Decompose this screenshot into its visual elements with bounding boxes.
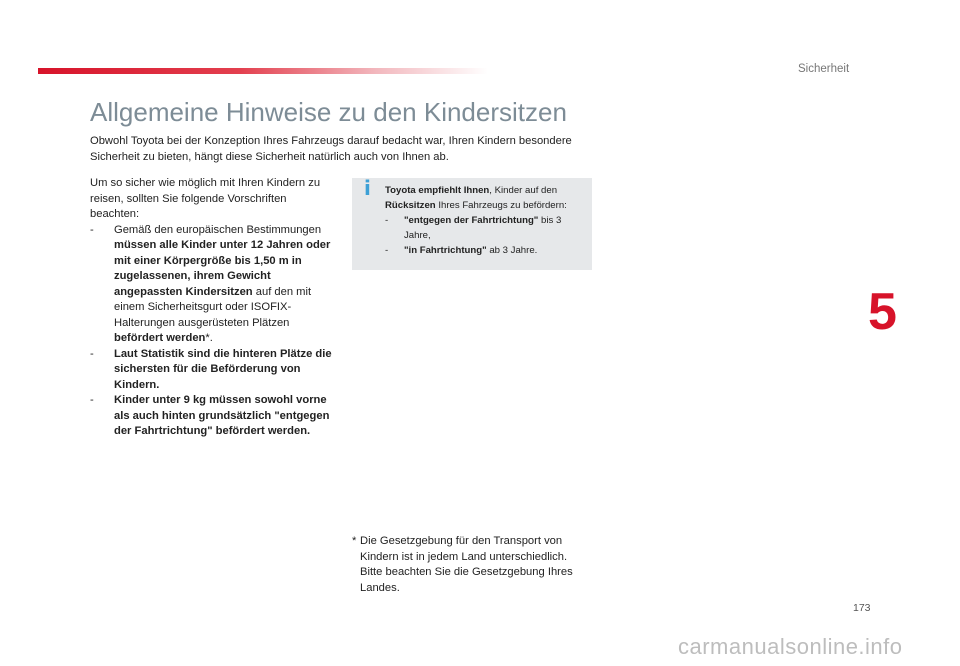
section-label: Sicherheit: [798, 63, 850, 75]
info-item-bold: "in Fahrtrichtung": [404, 245, 487, 256]
info-icon: i: [364, 176, 371, 200]
rule-text-bold: Laut Statistik sind die hinteren Plätze die sichersten für die Beförderung von Kindern.: [114, 347, 332, 391]
info-lead: [385, 183, 586, 213]
info-item: [385, 213, 586, 243]
rules-lead: Um so sicher wie möglich mit Ihren Kindern zu reisen, sollten Sie folgende Vorschriften beachten:: [90, 177, 321, 220]
footnote: [352, 534, 592, 596]
info-text: Ihres Fahrzeugs zu befördern:: [435, 200, 567, 211]
info-item-text: ab 3 Jahre.: [486, 245, 538, 256]
watermark: carmanualsonline.info: [678, 634, 903, 659]
safety-rules-column: [90, 176, 335, 440]
rule-dash: -: [90, 347, 94, 360]
rule-item: [90, 393, 335, 440]
rule-text: auf den mit einem Sicherheitsgurt oder ISOFIX-Halterungen ausgerüsteten Plätzen: [114, 285, 312, 329]
rule-text: Gemäß den europäischen Bestimmungen: [114, 223, 322, 236]
info-list: [385, 213, 586, 258]
header-accent-bar: [38, 68, 488, 74]
page-number: 173: [853, 602, 871, 614]
rule-text-bold: müssen alle Kinder unter 12 Jahren oder mit einer Körpergröße bis 1,50 m in zugelassenen, ihrem Gewicht angepassten Kindersitzen: [114, 239, 331, 298]
info-item-text: bis 3 Jahre,: [404, 215, 562, 241]
footnote-star: *: [352, 535, 357, 547]
info-dash: -: [385, 215, 389, 226]
info-box: [352, 178, 592, 270]
chapter-number: 5: [868, 283, 897, 341]
info-bold: Toyota empfiehlt Ihnen: [385, 185, 490, 196]
info-bold: Rücksitzen: [385, 200, 436, 211]
info-text: , Kinder auf den: [489, 185, 558, 196]
rule-text-bold: Kinder unter 9 kg müssen sowohl vorne als auch hinten grundsätzlich "entgegen der Fahrtrichtung" befördert werden.: [114, 394, 330, 437]
rule-dash: -: [90, 223, 94, 236]
rule-text: *.: [205, 332, 213, 344]
rule-text-bold: befördert werden: [114, 332, 206, 344]
intro-paragraph: Obwohl Toyota bei der Konzeption Ihres Fahrzeugs darauf bedacht war, Ihren Kindern besondere Sicherheit zu bieten, hängt diese Sicherheit natürlich auch von Ihnen ab.: [90, 135, 572, 163]
info-dash: -: [385, 245, 389, 256]
rule-dash: -: [90, 394, 94, 406]
page-title: Allgemeine Hinweise zu den Kindersitzen: [90, 97, 567, 127]
footnote-text: Die Gesetzgebung für den Transport von Kindern ist in jedem Land unterschiedlich. Bitte beachten Sie die Gesetzgebung Ihres Landes.: [360, 535, 573, 594]
rule-item: [90, 347, 335, 394]
rules-list: [90, 223, 335, 440]
rule-item: [90, 223, 335, 347]
info-item-bold: "entgegen der Fahrtrichtung": [404, 215, 539, 226]
info-item: [385, 243, 586, 258]
